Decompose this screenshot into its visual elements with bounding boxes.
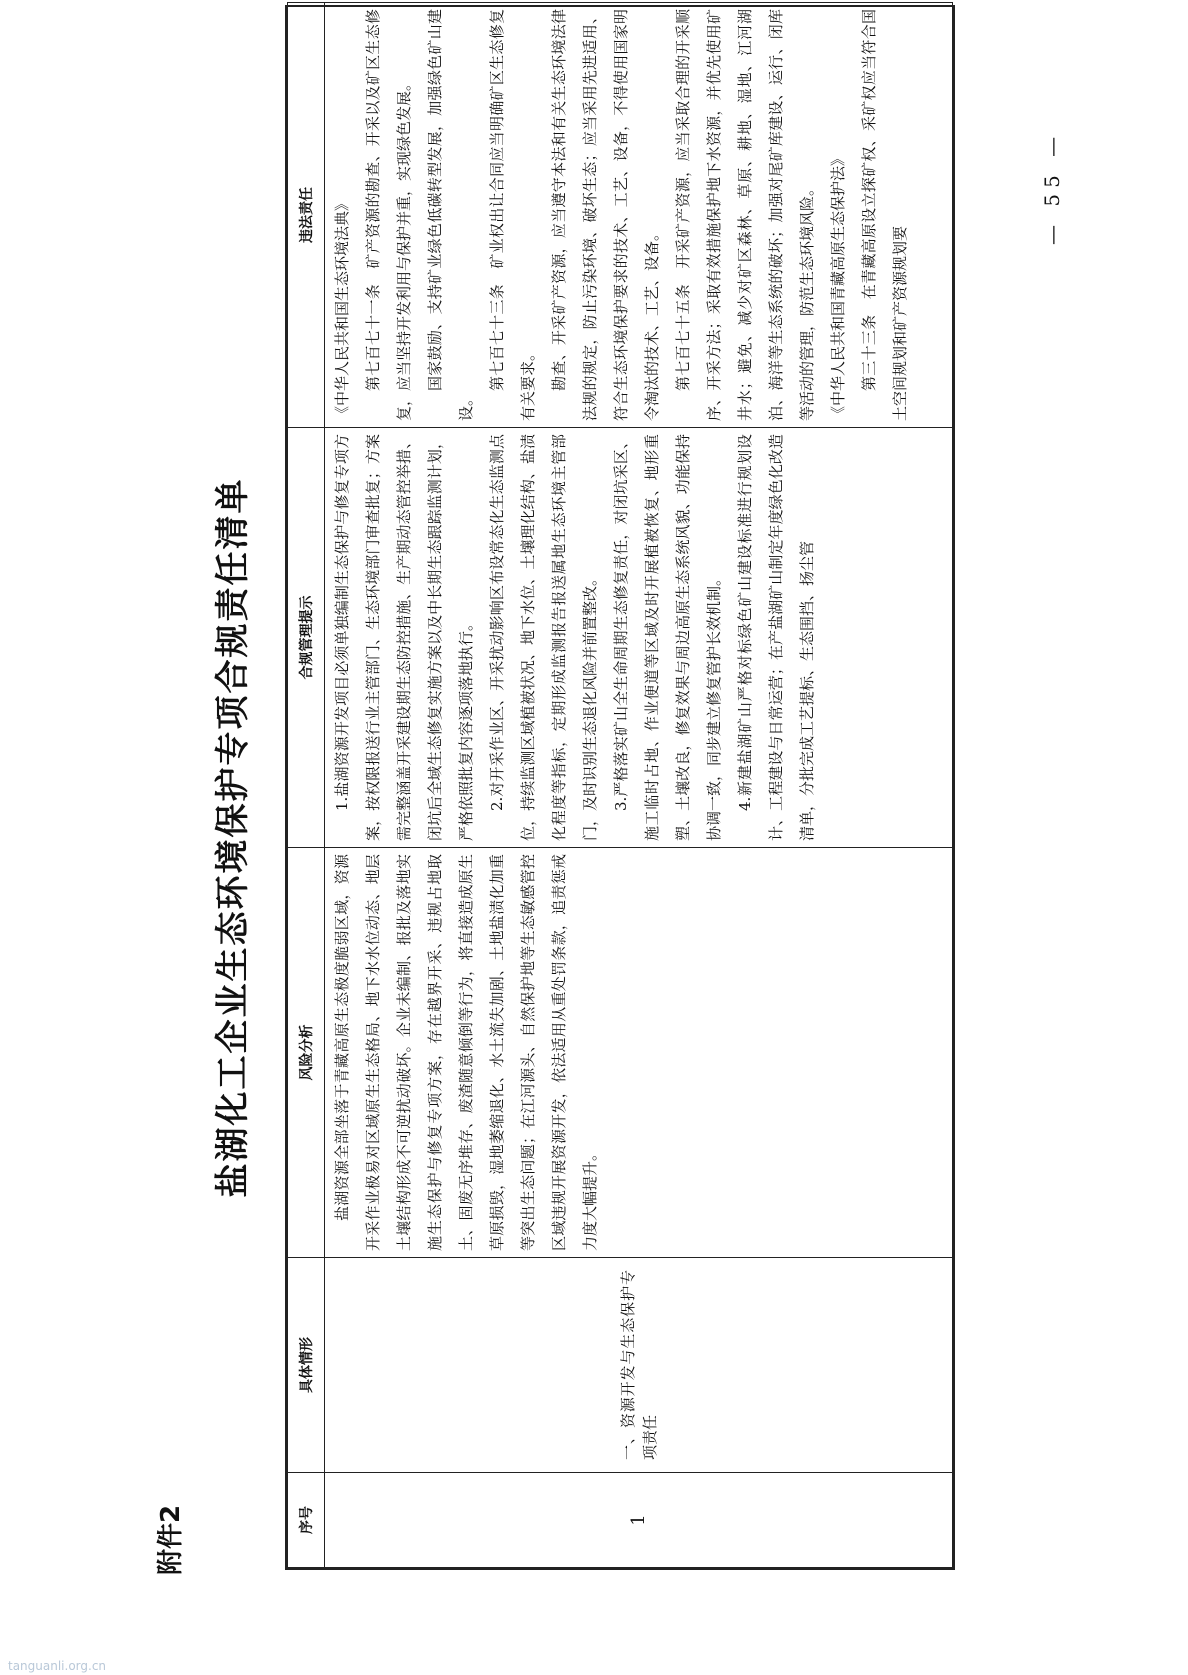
compliance-item-2: 2.对开采作业区、开采扰动影响区布设常态化生态监测点位，持续监测区域植被状况、地下水位、土壤理化结构、盐渍化程度等指标，定期形成监测报告报送属地生态环境主管部门，及时识别生态退化风险并前置整改。 <box>488 434 599 841</box>
cell-compliance <box>325 428 953 848</box>
header-seq: 序号 <box>288 1473 325 1568</box>
liability-article-773-b: 勘查、开采矿产资源，应当遵守本法和有关生态环境法律法规的规定，防止污染环境、破坏生态；应当采用先进适用、符合生态环境保护要求的技术、工艺、设备，不得使用国家明令淘汰的技术、工艺、设备。 <box>550 9 661 421</box>
cell-risk <box>325 848 953 1258</box>
compliance-table <box>287 2 953 1568</box>
table-header-row <box>288 3 325 1568</box>
document-title: 盐湖化工企业生态环境保护专项合规责任清单 <box>213 477 253 1198</box>
compliance-item-4: 4.新建盐湖矿山严格对标绿色矿山建设标准进行规划设计、工程建设与日常运营；在产盐湖矿山制定年度绿色化改造清单，分批完成工艺提标、生态围挡、扬尘管 <box>736 434 816 841</box>
risk-paragraph: 盐湖资源全部坐落于青藏高原生态极度脆弱区域，资源开采作业极易对区域原生生态格局、地下水水位动态、地层土壤结构形成不可逆扰动破坏。企业未编制、报批及落地实施生态保护与修复专项方案，存在越界开采、违规占地取土、固废无序堆存、废渣随意倾倒等行为，将直接造成原生草原损毁，湿地萎缩退化、水土流失加剧、土地盐渍化加重等突出生态问题；在江河源头、自然保护地等生态敏感管控区域违规开展资源开发，依法适用从重处罚条款，追责惩戒力度大幅提升。 <box>333 854 599 1251</box>
cell-liability <box>325 3 953 428</box>
liability-article-33: 第三十三条 在青藏高原设立探矿权、采矿权应当符合国土空间规划和矿产资源规划要 <box>860 9 909 421</box>
header-case: 具体情形 <box>288 1258 325 1473</box>
table-row <box>325 3 953 1568</box>
compliance-item-3: 3.严格落实矿山全生命周期生态修复责任，对闭坑采区、施工临时占地、作业便道等区域及时开展植被恢复、地形重塑、土壤改良，修复效果与周边高原生态系统风貌、功能保持协调一致，同步建立修复管护长效机制。 <box>612 434 723 841</box>
liability-article-771: 第七百七十一条 矿产资源的勘查、开采以及矿区生态修复，应当坚持开发利用与保护并重，实现绿色发展。 <box>364 9 413 421</box>
liability-law-1: 《中华人民共和国生态环境法典》 <box>333 195 351 421</box>
cell-seq: 1 <box>325 1473 953 1568</box>
header-compliance: 合规管理提示 <box>288 428 325 848</box>
liability-article-771-b: 国家鼓励、支持矿业绿色低碳转型发展，加强绿色矿山建设。 <box>426 9 475 421</box>
cell-case: 一、资源开发与生态保护专项责任 <box>325 1258 953 1473</box>
liability-article-773: 第七百七十三条 矿业权出让合同应当明确矿区生态修复有关要求。 <box>488 9 537 421</box>
compliance-item-1: 1.盐湖资源开发项目必须单独编制生态保护与修复专项方案，按权限报送行业主管部门、生态环境部门审查批复；方案需完整涵盖开采建设期生态防控措施、生产期动态管控举措、闭坑后全域生态修复实施方案以及中长期生态跟踪监测计划，严格依照批复内容逐项落地执行。 <box>333 434 475 841</box>
attachment-label: 附件2 <box>156 1504 186 1575</box>
watermark-text: tanguanli.org.cn <box>8 1659 107 1673</box>
header-risk: 风险分析 <box>288 848 325 1258</box>
compliance-table-frame <box>285 5 955 1570</box>
header-liability: 违法责任 <box>288 3 325 428</box>
liability-article-775: 第七百七十五条 开采矿产资源，应当采取合理的开采顺序、开采方法；采取有效措施保护地下水资源，并优先使用矿井水；避免、减少对矿区森林、草原、耕地、湿地、江河湖泊、海洋等生态系统的破坏；加强对尾矿库建设、运行、闭库等活动的管理，防范生态环境风险。 <box>674 9 816 421</box>
page-number: — 55 — <box>1040 130 1064 245</box>
liability-law-2: 《中华人民共和国青藏高原生态保护法》 <box>829 150 847 421</box>
